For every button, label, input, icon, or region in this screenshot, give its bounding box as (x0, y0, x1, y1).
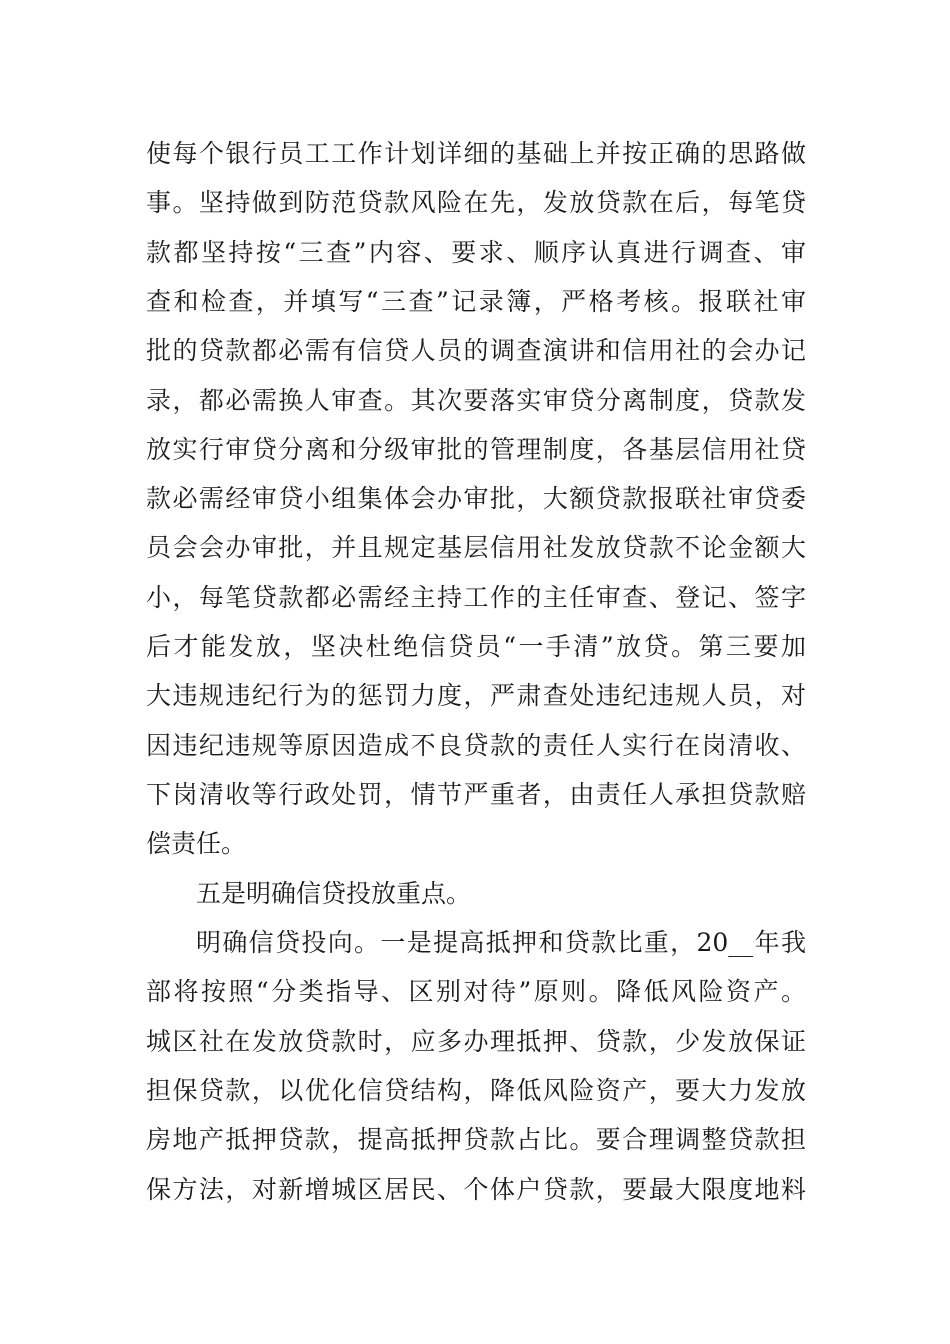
text-line: 明确信贷投向。一是提高抵押和贷款比重，20__年我 (196, 928, 806, 957)
text-line: 小，每笔贷款都必需经主持工作的主任审查、登记、签字 (146, 583, 806, 612)
text-line: 使每个银行员工工作计划详细的基础上并按正确的思路做 (146, 139, 806, 168)
text-line: 部将按照“分类指导、区别对待”原则。降低风险资产。 (146, 977, 806, 1006)
text-line: 因违纪违规等原因造成不良贷款的责任人实行在岗清收、 (146, 731, 806, 760)
text-line: 款必需经审贷小组集体会办审批，大额贷款报联社审贷委 (146, 484, 806, 513)
text-line: 担保贷款，以优化信贷结构，降低风险资产，要大力发放 (146, 1076, 806, 1105)
text-line: 大违规违纪行为的惩罚力度，严肃查处违纪违规人员，对 (146, 681, 806, 710)
text-line: 下岗清收等行政处罚，情节严重者，由责任人承担贷款赔 (146, 780, 806, 809)
section-heading: 五是明确信贷投放重点。 (196, 879, 472, 908)
text-line: 款都坚持按“三查”内容、要求、顺序认真进行调查、审 (146, 238, 806, 267)
text-line: 保方法，对新增城区居民、个体户贷款，要最大限度地料 (146, 1175, 806, 1204)
text-line: 放实行审贷分离和分级审批的管理制度，各基层信用社贷 (146, 435, 806, 464)
text-line: 员会会办审批，并且规定基层信用社发放贷款不论金额大 (146, 533, 806, 562)
text-line: 批的贷款都必需有信贷人员的调查演讲和信用社的会办记 (146, 336, 806, 365)
text-line: 偿责任。 (146, 829, 247, 858)
text-line: 事。坚持做到防范贷款风险在先，发放贷款在后，每笔贷 (146, 188, 806, 217)
text-line: 查和检查，并填写“三查”记录簿，严格考核。报联社审 (146, 287, 806, 316)
text-line: 房地产抵押贷款，提高抵押贷款占比。要合理调整贷款担 (146, 1125, 806, 1154)
text-line: 后才能发放，坚决杜绝信贷员“一手清”放贷。第三要加 (146, 632, 806, 661)
text-line: 录，都必需换人审查。其次要落实审贷分离制度，贷款发 (146, 386, 806, 415)
text-line: 城区社在发放贷款时，应多办理抵押、贷款，少发放保证 (146, 1027, 806, 1056)
